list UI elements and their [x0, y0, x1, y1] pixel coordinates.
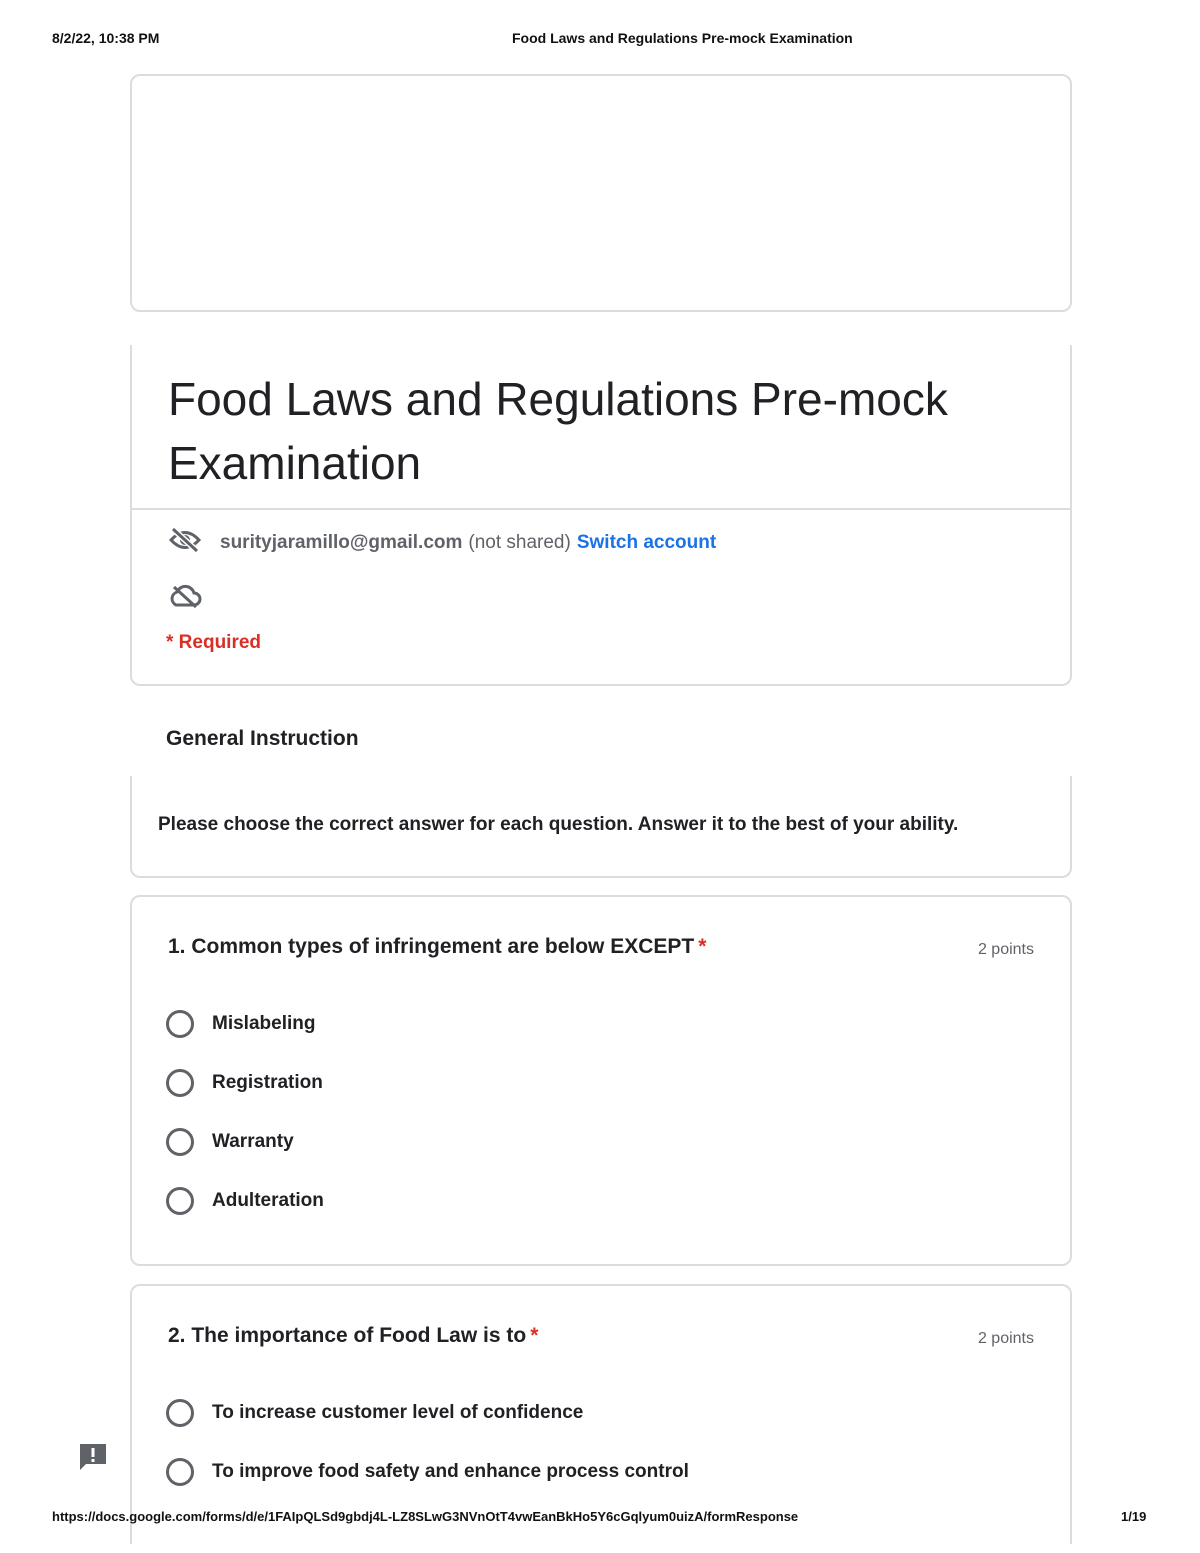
points-label: 2 points: [977, 941, 1034, 958]
divider: [132, 508, 1070, 510]
option-increase-confidence[interactable]: [166, 1397, 583, 1429]
switch-account-link[interactable]: Switch account: [576, 532, 717, 553]
option-label: Mislabeling: [212, 1013, 316, 1034]
required-star: *: [530, 1324, 539, 1347]
account-row: [168, 528, 716, 558]
option-mislabeling[interactable]: [166, 1008, 315, 1040]
option-improve-food-safety[interactable]: [166, 1456, 689, 1488]
account-email: surityjaramillo@gmail.com: [220, 532, 463, 553]
option-label: Adulteration: [212, 1190, 324, 1211]
option-warranty[interactable]: [166, 1126, 294, 1158]
header-banner: [130, 74, 1072, 312]
question-title: [168, 935, 706, 959]
radio-button[interactable]: [166, 1399, 194, 1427]
section-title: General Instruction: [166, 727, 359, 750]
not-shared-label: (not shared): [468, 532, 571, 553]
required-star: *: [698, 935, 707, 958]
radio-button[interactable]: [166, 1187, 194, 1215]
required-note: * Required: [166, 632, 262, 653]
print-title: Food Laws and Regulations Pre-mock Examination: [512, 30, 853, 46]
page-number: 1/19: [1121, 1509, 1147, 1524]
print-footer: [0, 1509, 1200, 1529]
form-title-card: [130, 345, 1072, 686]
instruction-text: Please choose the correct answer for each question. Answer it to the best of your ability.: [158, 814, 959, 835]
feedback-icon[interactable]: [77, 1442, 109, 1472]
option-registration[interactable]: [166, 1067, 323, 1099]
option-label: Warranty: [212, 1131, 294, 1152]
print-date: 8/2/22, 10:38 PM: [52, 30, 160, 46]
print-header: [0, 30, 1200, 50]
option-label: To improve food safety and enhance process control: [212, 1461, 689, 1482]
points-label: 2 points: [977, 1330, 1034, 1347]
radio-button[interactable]: [166, 1010, 194, 1038]
question-text: 1. Common types of infringement are below EXCEPT: [168, 935, 695, 958]
radio-button[interactable]: [166, 1458, 194, 1486]
form-title: Food Laws and Regulations Pre-mock Examination: [168, 373, 948, 489]
option-label: Registration: [212, 1072, 323, 1093]
page-url: https://docs.google.com/forms/d/e/1FAIpQLSd9gbdj4L-LZ8SLwG3NVnOtT4vwEanBkHo5Y6cGqlyum0uizA/formResponse: [52, 1509, 799, 1524]
option-adulteration[interactable]: [166, 1185, 324, 1217]
instruction-card: [130, 776, 1072, 878]
radio-button[interactable]: [166, 1069, 194, 1097]
cloud-off-icon: [168, 583, 202, 614]
radio-button[interactable]: [166, 1128, 194, 1156]
question-card-1: [130, 895, 1072, 1266]
question-text: 2. The importance of Food Law is to: [168, 1324, 527, 1347]
question-title: [168, 1324, 538, 1348]
eye-off-icon: [168, 526, 202, 560]
option-label: To increase customer level of confidence: [212, 1402, 584, 1423]
question-card-2: [130, 1284, 1072, 1544]
